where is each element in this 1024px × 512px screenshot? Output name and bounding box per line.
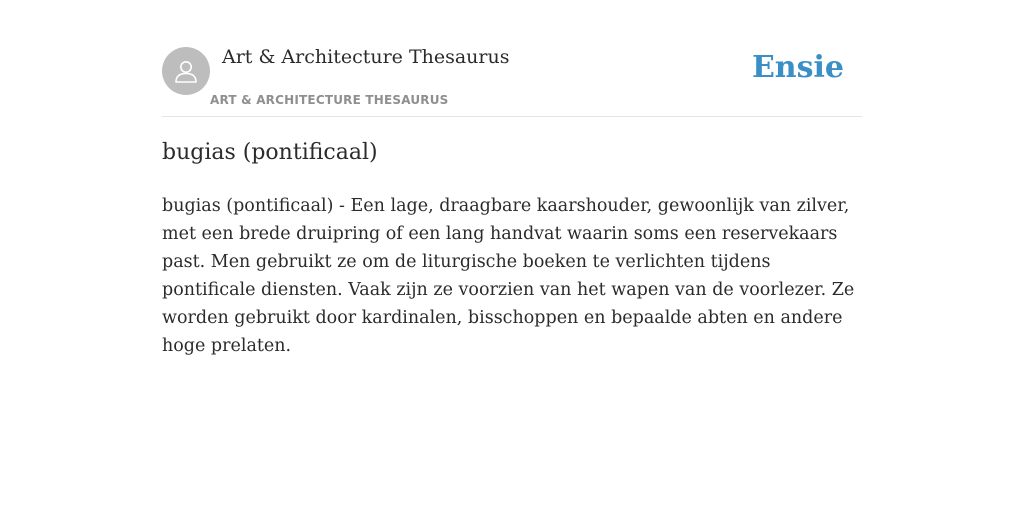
avatar[interactable] (162, 47, 210, 95)
definition-text: bugias (pontificaal) - Een lage, draagbare kaarshouder, gewoonlijk van zilver, met een brede druipring of een lang handvat waarin soms een reservekaars past. Men gebruikt ze om de liturgische boeken te verlichten tijdens pontificale diensten. Vaak zijn ze voorzien van het wapen van de voorlezer. Ze worden gebruikt door kardinalen, bisschoppen en bepaalde abten en andere hoge prelaten. (162, 196, 855, 356)
site-subtitle[interactable]: ART & ARCHITECTURE THESAURUS (210, 93, 449, 107)
page-container (162, 0, 862, 356)
header (162, 0, 862, 117)
user-icon (172, 57, 200, 85)
page-title: bugias (pontificaal) (162, 140, 378, 165)
brand-logo[interactable]: Ensie (751, 50, 844, 85)
site-name[interactable]: Art & Architecture Thesaurus (222, 46, 510, 68)
